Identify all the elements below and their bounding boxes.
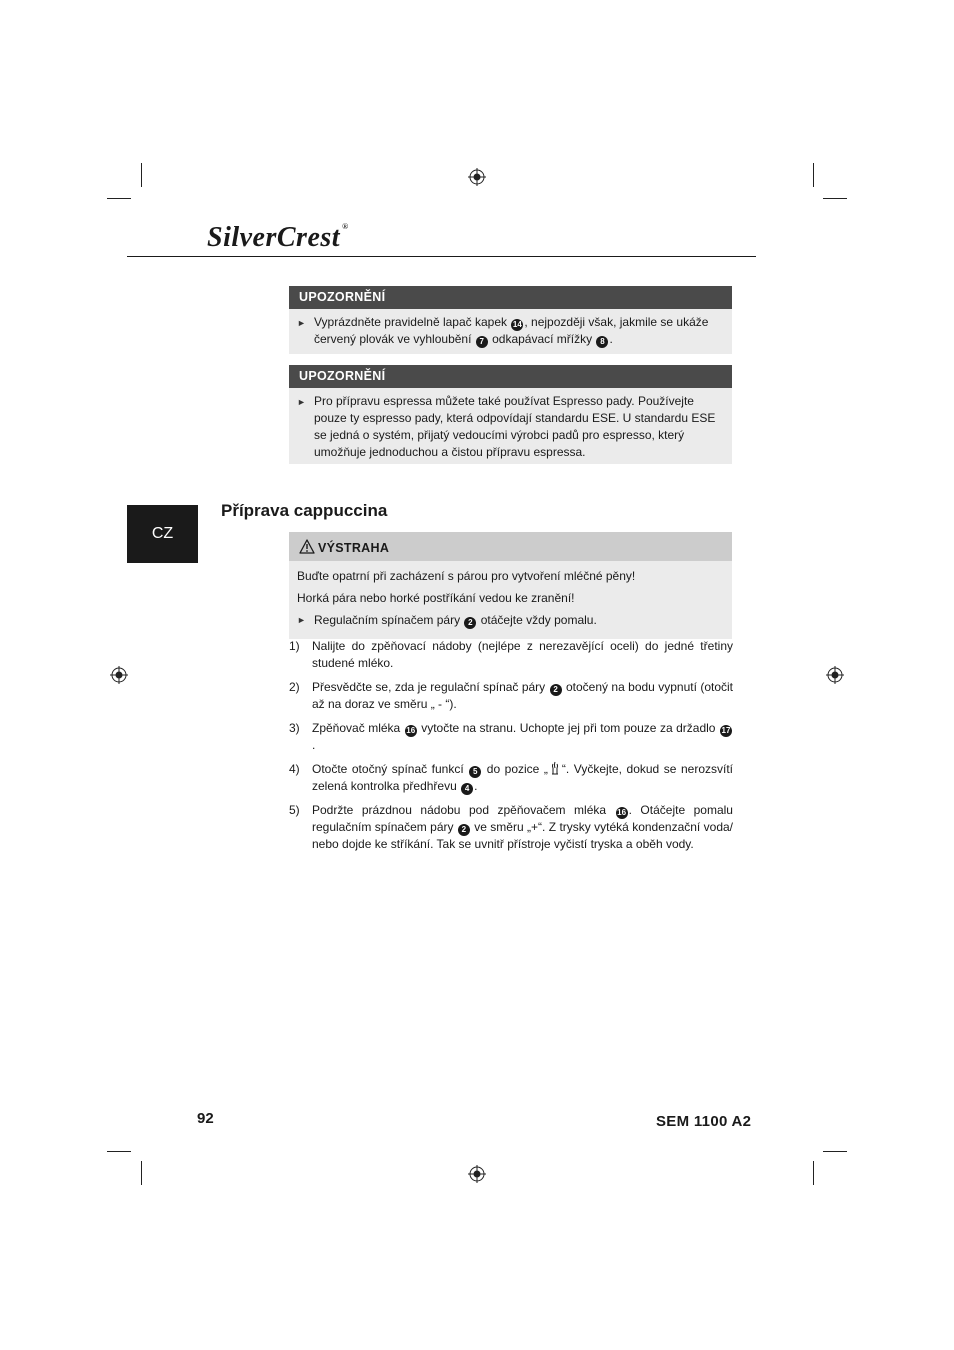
list-item <box>289 720 733 754</box>
part-number-badge: 7 <box>476 336 488 348</box>
step-text: Přesvědčte se, zda je regulační spínač páry 2 otočený na bodu vypnutí (otočit až na doraz ve směru „ - “). <box>312 680 733 711</box>
section-title: Příprava cappuccina <box>221 501 388 520</box>
warning-box <box>289 532 732 639</box>
warning-triangle-icon <box>299 539 315 554</box>
part-number-badge: 16 <box>406 726 416 735</box>
step-text: Podržte prázdnou nádobu pod zpěňovačem mléka 16 . Otáčejte pomalu regulačním spínačem páry 2 ve směru „+“. Z trysky vytéká kondenzační voda/ nebo dojde ke stříkání. Tak se uvnitř přístroje vyčistí tryska a oběh vody. <box>312 803 733 851</box>
warning-header <box>289 532 732 561</box>
step-text: Nalijte do zpěňovací nádoby (nejlépe z nerezavějící oceli) do jedné třetiny studené mléko. <box>312 639 733 670</box>
instruction-steps <box>289 638 733 860</box>
notice-bullet <box>297 393 724 461</box>
crop-mark <box>107 198 131 199</box>
warning-bullet-text: Regulačním spínačem páry 2 otáčejte vždy pomalu. <box>314 613 597 627</box>
notice-text: Vyprázdněte pravidelně lapač kapek 14 , nejpozději však, jakmile se ukáže červený plovák ve vyhloubění 7 odkapávací mřížky 8 . <box>314 315 709 346</box>
crop-mark <box>813 1161 814 1185</box>
warning-line: Buďte opatrní při zacházení s párou pro vytvoření mléčné pěny! <box>297 569 636 583</box>
notice-title: UPOZORNĚNÍ <box>289 365 732 388</box>
registration-mark-icon <box>110 666 128 684</box>
crop-mark <box>823 198 847 199</box>
notice-box <box>289 286 732 354</box>
step-number: 1) <box>289 639 300 653</box>
arrow-bullet-icon: ► <box>297 318 306 328</box>
header-divider <box>127 256 756 257</box>
part-number-badge: 2 <box>458 824 470 836</box>
warning-title: VÝSTRAHA <box>318 541 390 555</box>
registration-mark-icon <box>826 666 844 684</box>
list-item <box>289 802 733 853</box>
crop-mark <box>107 1151 131 1152</box>
step-number: 2) <box>289 680 300 694</box>
part-number-badge: 14 <box>512 320 522 329</box>
arrow-bullet-icon: ► <box>297 397 306 407</box>
part-number-badge: 2 <box>464 617 476 629</box>
crop-mark <box>141 1161 142 1185</box>
part-number-badge: 2 <box>550 684 562 696</box>
warning-line: Horká pára nebo horké postříkání vedou ke zranění! <box>297 591 575 605</box>
part-number-badge: 8 <box>596 336 608 348</box>
notice-text: Pro přípravu espressa můžete také používat Espresso pady. Používejte pouze ty espresso pady, která odpovídají standardu ESE. U standardu ESE se jedná o systém, přijatý vedoucími výrobci padů pro espresso, který umožňuje jednoduchou a čistou přípravu espressa. <box>314 394 716 459</box>
step-text: Zpěňovač mléka 16 vytočte na stranu. Uchopte jej při tom pouze za držadlo 17. <box>312 721 731 752</box>
steam-symbol-icon <box>548 761 562 775</box>
part-number-badge: 4 <box>461 783 473 795</box>
part-number-badge: 5 <box>469 766 481 778</box>
brand-name: SilverCrest <box>207 222 341 253</box>
step-number: 3) <box>289 721 300 735</box>
warning-bullet <box>297 609 724 631</box>
list-item <box>289 679 733 713</box>
registration-mark-icon <box>468 1165 486 1183</box>
part-number-badge: 17 <box>721 726 731 735</box>
notice-box <box>289 365 732 464</box>
registration-mark-icon <box>468 168 486 186</box>
registered-mark: ® <box>342 222 349 231</box>
language-tab: CZ <box>127 505 198 563</box>
step-number: 4) <box>289 762 300 776</box>
step-text: Otočte otočný spínač funkcí 5 do pozice „ “. Vyčkejte, dokud se nerozsvítí zelená kontrolka předhřevu 4 . <box>312 762 733 793</box>
crop-mark <box>141 163 142 187</box>
brand-logo <box>207 222 349 254</box>
model-number: SEM 1100 A2 <box>656 1113 752 1130</box>
part-number-badge: 16 <box>617 808 627 817</box>
page-number: 92 <box>197 1110 214 1127</box>
list-item <box>289 761 733 795</box>
notice-bullet <box>297 314 724 348</box>
arrow-bullet-icon: ► <box>297 615 306 625</box>
list-item <box>289 638 733 672</box>
notice-title: UPOZORNĚNÍ <box>289 286 732 309</box>
step-number: 5) <box>289 803 300 817</box>
crop-mark <box>813 163 814 187</box>
crop-mark <box>823 1151 847 1152</box>
